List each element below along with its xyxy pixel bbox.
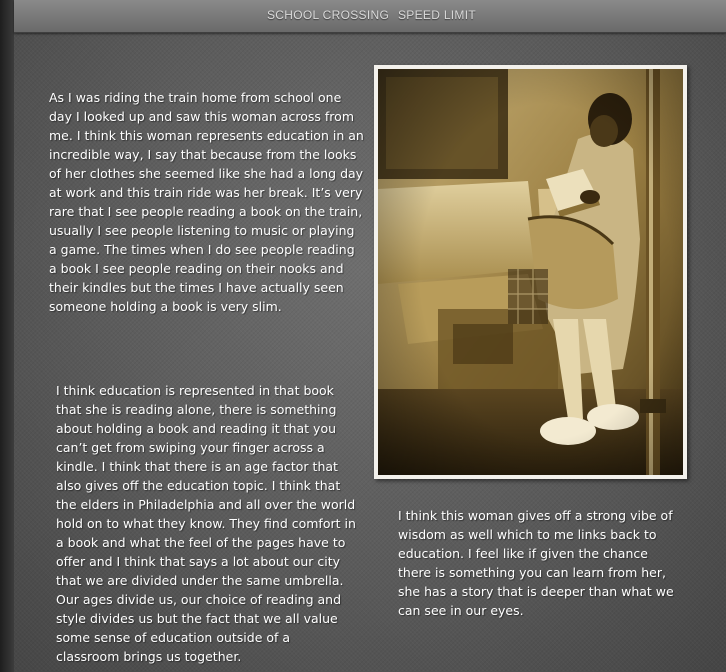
woman-reading-on-train-photo bbox=[378, 69, 683, 475]
left-edge-strip bbox=[0, 0, 14, 672]
top-navigation-bar bbox=[14, 0, 726, 33]
nav-link-school-crossing[interactable]: SCHOOL CROSSING bbox=[267, 8, 390, 22]
article-paragraph-3: I think this woman gives off a strong vibe of wisdom as well which to me links back to education. I feel like if given the chance there is something you can learn from her, she has a story that is deeper than what we can see in our eyes. bbox=[398, 508, 674, 618]
article-paragraph-1: As I was riding the train home from school one day I looked up and saw this woman across from me. I think this woman represents education in an incredible way, I say that because from the looks of her clothes she seemed like she had a long day at work and this train ride was her break. It’s very rare that I see people reading a book on the train, usually I see people listening to music or playing a game. The times when I do see people reading a book I see people reading on their nooks and their kindles but the times I have actually seen someone holding a book is very slim. bbox=[49, 90, 364, 314]
photo-frame bbox=[374, 65, 687, 479]
article-paragraph-2: I think education is represented in that book that she is reading alone, there is something about holding a book and reading it that you can’t get from swiping your finger across a kindle. I think that there is an age factor that also gives off the education topic. I think that the elders in Philadelphia and all over the world hold on to what they know. They find comfort in a book and what the feel of the pages have to offer and I think that says a lot about our city that we are divided under the same umbrella. Our ages divide us, our choice of reading and style divides us but the fact that we all value some sense of education outside of a classroom brings us together. bbox=[56, 383, 356, 664]
nav-link-speed-limit[interactable]: SPEED LIMIT bbox=[398, 8, 476, 22]
